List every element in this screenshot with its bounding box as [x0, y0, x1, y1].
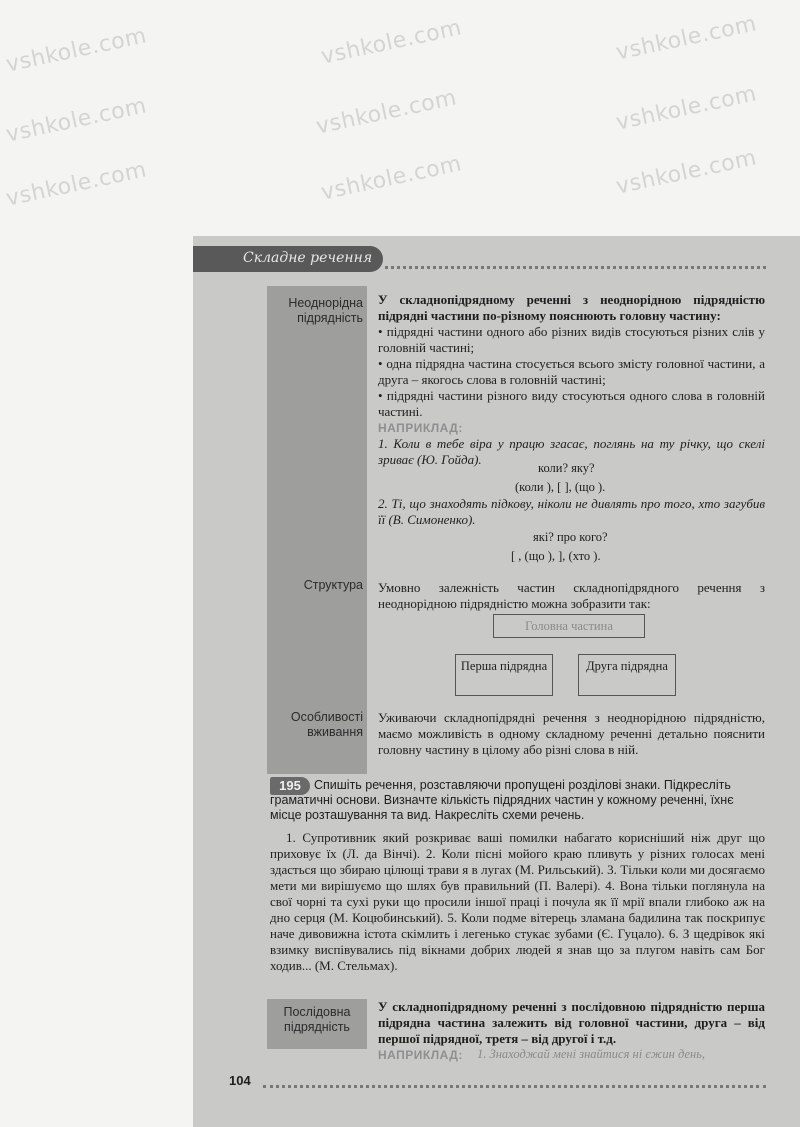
example-sentence: 1. Знаходжай мені знайтися ні єжин день,	[477, 1047, 706, 1061]
textbook-page	[193, 236, 800, 1127]
schema-questions: коли? яку?	[538, 461, 595, 475]
watermark: vshkole.com	[613, 11, 760, 66]
example-label: НАПРИКЛАД:	[378, 421, 463, 435]
divider	[263, 1085, 766, 1088]
structure-text: Умовно залежність частин складнопідрядного речення з неоднорідною підрядністю можна зобразити так:	[378, 580, 765, 611]
page-number: 104	[229, 1073, 251, 1088]
rule-text: У складнопідрядному реченні з послідовною підрядністю перша підрядна частина залежить від головної частини, друга – від першої підрядної, третя – від другої і т.д.	[378, 999, 765, 1046]
side-column	[267, 286, 367, 576]
first-subordinate-box: Перша підрядна	[455, 654, 553, 696]
rule-block	[378, 292, 765, 468]
watermark: vshkole.com	[318, 15, 465, 70]
task-number: 195	[270, 777, 310, 795]
task-sentences: 1. Супротивник який розкриває ваші помилки набагато корисніший ніж друг що приховує їх (Л. да Вінчі). 2. Коли пісні мойого краю пливуть у різних голосах мені здасться що збираю цілющі трави я в лугах (М. Рильський). 3. Тільки коли ми досягаємо мети ми вирішуємо що шлях був правильний (П. Валері). 4. Вона тільки поглянула на свої чорні та сухі руки що просили іншої праці і почула як її мрії впали глибоко аж на дно серця (М. Коцюбинський). 5. Коли подме вітерець зламана бадилина так поскрипує наче дивовижна істота скімлить і легенько стукає зубами (Є. Гуцало). 6. З щедрівок які взимку виспівувались під вікнами добрих людей я знав що за плугом навіть сам Бог ходив... (М. Стельмах).	[270, 830, 765, 973]
watermark: vshkole.com	[3, 93, 150, 148]
usage-text: Уживаючи складнопідрядні речення з неоднорідною підрядністю, маємо можливість в одному складному реченні детально пояснити головну частину в цілому або різні слова в ній.	[378, 710, 765, 757]
schema-questions: які? про кого?	[533, 530, 608, 544]
watermark: vshkole.com	[3, 157, 150, 212]
section-label: Неоднорідна підрядність	[288, 296, 363, 325]
main-clause-box: Головна частина	[493, 614, 645, 638]
section-label: Особливості вживання	[290, 710, 363, 739]
example-sentence: 1. Коли в тебе віра у працю згасає, поглянь на ту річку, що скелі зриває (Ю. Гойда).	[378, 436, 765, 467]
watermark: vshkole.com	[613, 145, 760, 200]
section-label: Послідовна підрядність	[267, 999, 367, 1049]
bullet: • підрядні частини різного виду стосуються одного слова в головній частині.	[378, 388, 765, 419]
example-sentence: 2. Ті, що знаходять підкову, ніколи не дивлять про того, хто загубив її (В. Симоненко).	[378, 496, 765, 527]
rule-text: У складнопідрядному реченні з неоднорідною підрядністю підрядні частини по-різному пояснюють головну частину:	[378, 292, 765, 323]
schema-line: [ , (що ), ], (хто ).	[511, 549, 601, 563]
watermark: vshkole.com	[613, 81, 760, 136]
chapter-title: Складне речення	[243, 250, 373, 266]
chapter-header	[193, 246, 383, 272]
divider	[385, 266, 766, 269]
watermark: vshkole.com	[318, 151, 465, 206]
side-column	[267, 576, 367, 700]
task-instruction: Спишіть речення, розставляючи пропущені розділові знаки. Підкресліть граматичні основи. Визначте кількість підрядних частин у кожному реченні, їхнє місце розташування та вид. Накресліть схеми речень.	[270, 778, 734, 822]
bullet: • підрядні частини одного або різних видів стосуються різних слів у головній частині;	[378, 324, 765, 355]
example-label: НАПРИКЛАД:	[378, 1048, 463, 1062]
watermark: vshkole.com	[313, 85, 460, 140]
second-subordinate-box: Друга підрядна	[578, 654, 676, 696]
rule-block	[378, 999, 765, 1047]
schema-line: (коли ), [ ], (що ).	[515, 480, 606, 494]
section-label: Структура	[303, 578, 363, 592]
watermark: vshkole.com	[3, 23, 150, 78]
bullet: • одна підрядна частина стосується всього змісту головної частини, а друга – якогось слова в головній частині;	[378, 356, 765, 387]
